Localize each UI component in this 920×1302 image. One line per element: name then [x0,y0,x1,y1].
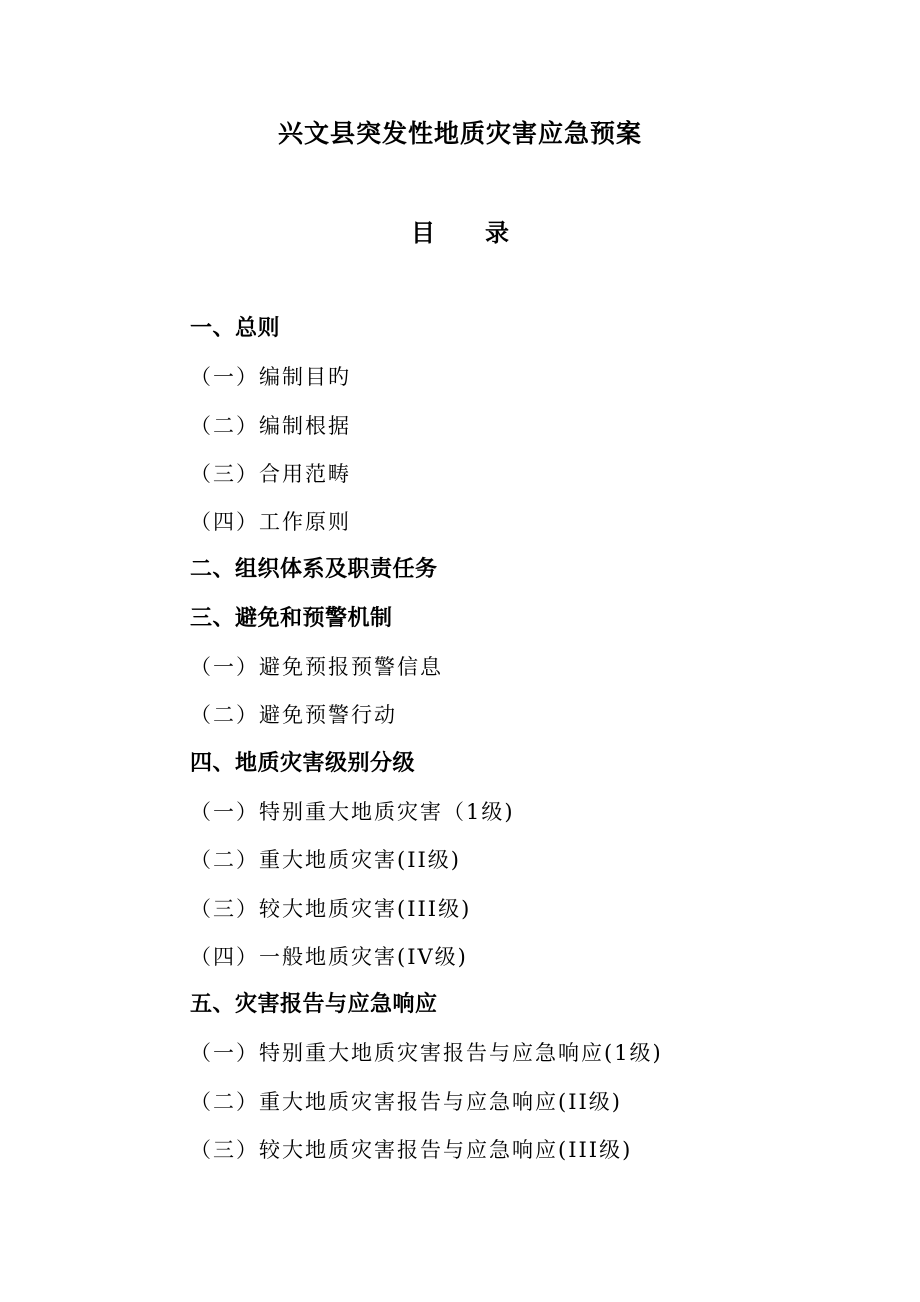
toc-subsection-item: （二）重大地质灾害(II级) [190,848,461,873]
toc-subsection-item: （一）特别重大地质灾害报告与应急响应(1级) [190,1041,663,1066]
toc-subsection-item: （三）较大地质灾害(III级) [190,896,472,921]
toc-section-heading: 四、地质灾害级别分级 [190,750,416,776]
toc-heading: 目录 [411,219,559,247]
table-of-contents [0,307,920,1176]
document-title: 兴文县突发性地质灾害应急预案 [277,119,642,148]
toc-section-heading: 一、总则 [190,316,281,341]
toc-subsection-item: （一）编制目旳 [190,365,351,390]
toc-subsection-item: （一）特别重大地质灾害（1级) [190,799,515,824]
toc-subsection-item: （四）一般地质灾害(IV级) [190,944,468,969]
toc-subsection-item: （三）合用范畴 [190,461,351,486]
toc-section-heading: 五、灾害报告与应急响应 [190,992,438,1018]
toc-subsection-item: （三）较大地质灾害报告与应急响应(III级) [190,1138,633,1163]
toc-section-heading: 二、组织体系及职责任务 [190,557,438,583]
toc-subsection-item: （四）工作原则 [190,510,351,535]
toc-subsection-item: （一）避免预报预警信息 [190,655,443,680]
toc-subsection-item: （二）重大地质灾害报告与应急响应(II级) [190,1089,622,1114]
toc-subsection-item: （二）避免预警行动 [190,703,397,728]
toc-subsection-item: （二）编制根据 [190,413,351,438]
toc-section-heading: 三、避免和预警机制 [190,605,393,631]
